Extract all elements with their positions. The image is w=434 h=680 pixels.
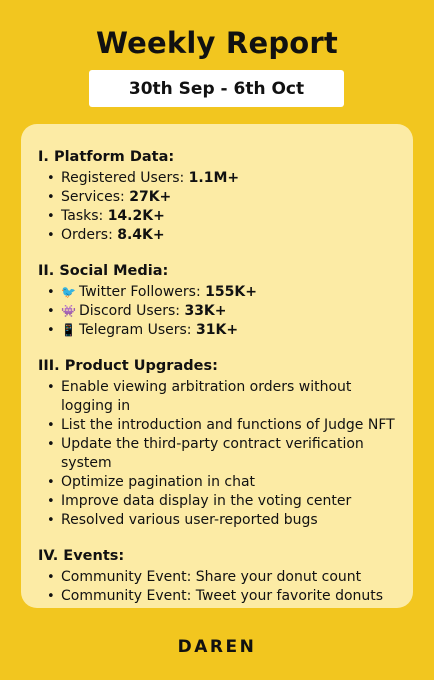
product-upgrades-list xyxy=(38,378,398,530)
stat-value: 31K+ xyxy=(195,322,239,338)
list-item: • 📱 Telegram Users: 31K+ xyxy=(38,321,398,340)
list-item: • List the introduction and functions of Judge NFT xyxy=(38,416,398,435)
list-item: • Optimize pagination in chat xyxy=(38,473,398,492)
list-item: • Resolved various user-reported bugs xyxy=(38,511,398,530)
stat-value: 1.1M+ xyxy=(188,170,240,186)
date-range-text: 30th Sep - 6th Oct xyxy=(128,78,305,99)
section-heading: IV. Events: xyxy=(38,548,125,564)
section-social-media xyxy=(38,262,398,340)
list-item: • Tasks: 14.2K+ xyxy=(38,207,398,226)
report-content xyxy=(38,148,398,623)
list-item: • Orders: 8.4K+ xyxy=(38,226,398,245)
stat-value: 33K+ xyxy=(184,303,227,319)
discord-icon: 👾 xyxy=(61,304,76,318)
list-item: • Update the third-party contract verification system xyxy=(38,435,398,473)
stat-value: 14.2K+ xyxy=(107,208,165,224)
social-media-list xyxy=(38,283,398,340)
page-title: Weekly Report xyxy=(96,26,338,60)
stat-value: 155K+ xyxy=(205,284,257,300)
list-item: • 👾 Discord Users: 33K+ xyxy=(38,302,398,321)
date-range-badge xyxy=(89,70,344,107)
list-item: • Improve data display in the voting center xyxy=(38,492,398,511)
list-item: • Registered Users: 1.1M+ xyxy=(38,169,398,188)
list-item: • Community Event: Tweet your favorite donuts xyxy=(38,587,398,606)
events-list xyxy=(38,568,398,606)
list-item: • Services: 27K+ xyxy=(38,188,398,207)
twitter-icon: 🐦 xyxy=(61,285,76,299)
section-heading: I. Platform Data: xyxy=(38,149,175,165)
list-item: • Enable viewing arbitration orders without logging in xyxy=(38,378,398,416)
section-platform-data xyxy=(38,148,398,245)
section-heading: II. Social Media: xyxy=(38,263,169,279)
section-product-upgrades xyxy=(38,357,398,530)
platform-data-list xyxy=(38,169,398,245)
daren-logo: DAREN xyxy=(177,637,257,657)
list-item: • Community Event: Share your donut count xyxy=(38,568,398,587)
stat-value: 27K+ xyxy=(129,189,172,205)
list-item: • 🐦 Twitter Followers: 155K+ xyxy=(38,283,398,302)
section-heading: III. Product Upgrades: xyxy=(38,358,218,374)
section-events xyxy=(38,547,398,606)
telegram-icon: 📱 xyxy=(61,323,76,337)
stat-value: 8.4K+ xyxy=(117,227,165,243)
